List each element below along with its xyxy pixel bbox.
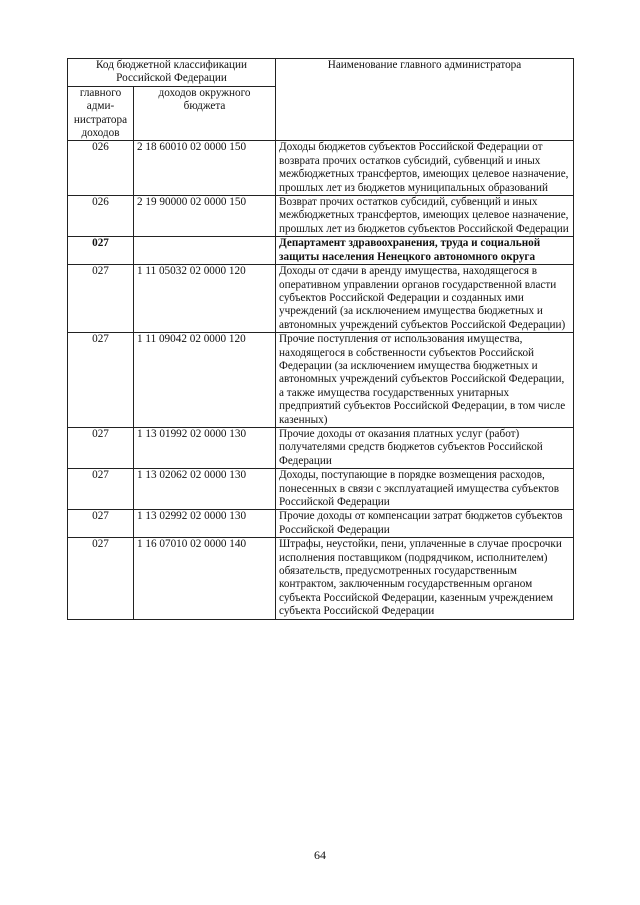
header-income-column: доходов окружного бюджета: [134, 86, 276, 141]
admin-name-cell: Прочие доходы от компенсации затрат бюджетов субъектов Российской Федерации: [276, 510, 574, 538]
income-code-cell: [134, 237, 276, 265]
admin-code-cell: 026: [68, 196, 134, 237]
table-row: [68, 196, 574, 237]
table-row: [68, 141, 574, 196]
admin-code-cell: 027: [68, 510, 134, 538]
budget-classification-table: [67, 58, 574, 620]
header-admin-column: главного адми-нистратора доходов: [68, 86, 134, 141]
admin-name-cell: Доходы от сдачи в аренду имущества, находящегося в оперативном управлении органов государственной власти субъектов Российской Федерации и созданных ими учреждений (за исключением имущества бюджетных и автономных учреждений субъектов Российской Федерации): [276, 265, 574, 333]
income-code-cell: 1 11 09042 02 0000 120: [134, 333, 276, 428]
admin-code-cell: 027: [68, 333, 134, 428]
table-row: [68, 469, 574, 510]
table-row: [68, 333, 574, 428]
header-code-group: Код бюджетной классификации Российской Федерации: [68, 59, 276, 87]
admin-code-cell: 027: [68, 469, 134, 510]
page-number: 64: [314, 848, 326, 862]
table-body: [68, 141, 574, 619]
admin-name-cell: Прочие доходы от оказания платных услуг (работ) получателями средств бюджетов субъектов Российской Федерации: [276, 427, 574, 468]
table-row: [68, 510, 574, 538]
admin-name-cell: Доходы, поступающие в порядке возмещения расходов, понесенных в связи с эксплуатацией имущества субъектов Российской Федерации: [276, 469, 574, 510]
admin-name-cell: Штрафы, неустойки, пени, уплаченные в случае просрочки исполнения поставщиком (подрядчиком, исполнителем) обязательств, предусмотренных государственным контрактом, заключенным государственным органом субъекта Российской Федерации, казенным учреждением субъекта Российской Федерации: [276, 538, 574, 619]
admin-name-cell: Возврат прочих остатков субсидий, субвенций и иных межбюджетных трансфертов, имеющих целевое назначение, прошлых лет из бюджетов субъектов Российской Федерации: [276, 196, 574, 237]
table-row: [68, 538, 574, 619]
table-row: [68, 427, 574, 468]
income-code-cell: 1 13 01992 02 0000 130: [134, 427, 276, 468]
table-row: [68, 237, 574, 265]
income-code-cell: 2 19 90000 02 0000 150: [134, 196, 276, 237]
income-code-cell: 1 11 05032 02 0000 120: [134, 265, 276, 333]
admin-code-cell: 027: [68, 538, 134, 619]
admin-name-cell: Департамент здравоохранения, труда и социальной защиты населения Ненецкого автономного округа: [276, 237, 574, 265]
income-code-cell: 1 16 07010 02 0000 140: [134, 538, 276, 619]
admin-code-cell: 026: [68, 141, 134, 196]
income-code-cell: 2 18 60010 02 0000 150: [134, 141, 276, 196]
admin-name-cell: Доходы бюджетов субъектов Российской Федерации от возврата прочих остатков субсидий, субвенций и иных межбюджетных трансфертов, имеющих целевое назначение, прошлых лет из бюджетов муниципальных образований: [276, 141, 574, 196]
admin-code-cell: 027: [68, 265, 134, 333]
income-code-cell: 1 13 02062 02 0000 130: [134, 469, 276, 510]
admin-code-cell: 027: [68, 427, 134, 468]
header-name-column: Наименование главного администратора: [276, 59, 574, 141]
admin-code-cell: 027: [68, 237, 134, 265]
income-code-cell: 1 13 02992 02 0000 130: [134, 510, 276, 538]
admin-name-cell: Прочие поступления от использования имущества, находящегося в собственности субъектов Российской Федерации (за исключением имущества бюджетных и автономных учреждений субъектов Российской Федерации, а также имущества государственных унитарных предприятий субъектов Российской Федерации, в том числе казенных): [276, 333, 574, 428]
table-row: [68, 265, 574, 333]
